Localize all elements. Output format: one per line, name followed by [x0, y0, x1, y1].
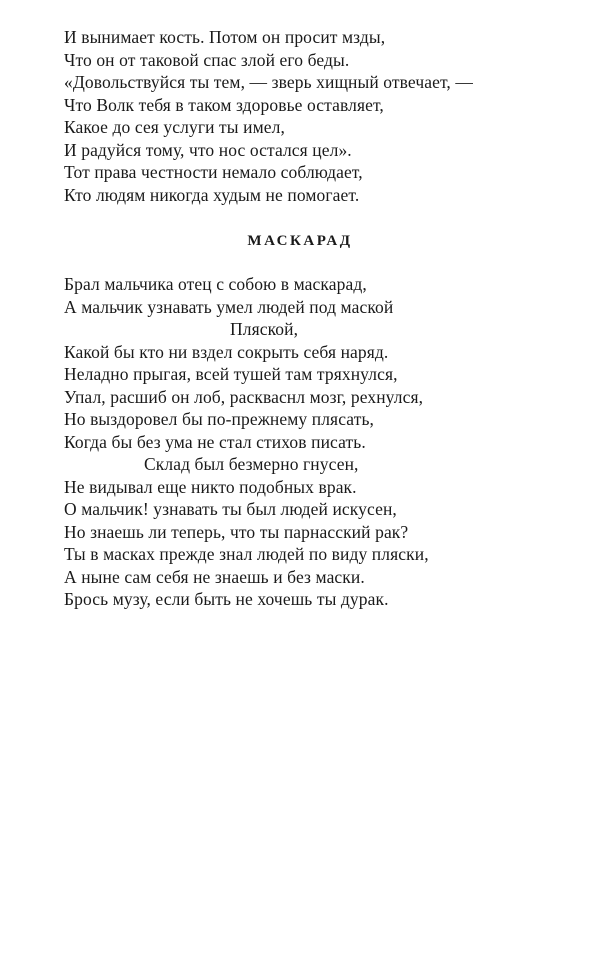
poem-line: Упал, расшиб он лоб, раскваснл мозг, рехнулся,: [64, 386, 424, 407]
poem-line: А ныне сам себя не знаешь и без маски.: [64, 566, 365, 587]
masquerade-poem: [64, 273, 564, 611]
poem-line: О мальчик! узнавать ты был людей искусен,: [64, 499, 397, 519]
poem-line: Но выздоровел бы по-прежнему плясать,: [64, 409, 375, 429]
poem-line: Что Волк тебя в таком здоровье оставляет,: [64, 94, 384, 115]
poem-line-indented: Склад был безмерно гнусен,: [144, 454, 359, 474]
poem-line: Брал мальчика отец с собою в маскарад,: [64, 274, 367, 294]
poem-line: Какое до сея услуги ты имел,: [64, 117, 285, 137]
poem-line: А мальчик узнавать умел людей под маской: [64, 296, 394, 317]
poem-title: МАСКАРАД: [247, 233, 353, 249]
poem-line: Ты в масках прежде знал людей по виду пляски,: [64, 544, 429, 564]
poem-line: Не видывал еще никто подобных врак.: [64, 476, 357, 497]
poem-line-indented: Пляской,: [230, 319, 299, 339]
poem-line: Кто людям никогда худым не помогает.: [64, 184, 360, 205]
poem-line: Неладно прыгая, всей тушей там тряхнулся,: [64, 364, 398, 384]
poem-line: И вынимает кость. Потом он просит мзды,: [64, 27, 386, 47]
poem-line: Но знаешь ли теперь, что ты парнасский рак?: [64, 521, 409, 542]
poem-line: Тот права честности немало соблюдает,: [64, 162, 363, 182]
fable-ending-stanza: [64, 26, 564, 206]
poem-line: Когда бы без ума не стал стихов писать.: [64, 431, 366, 452]
poem-line: И радуйся тому, что нос остался цел».: [64, 139, 352, 160]
poem-line: Какой бы кто ни вздел сокрыть себя наряд.: [64, 341, 389, 362]
poem-line: Брось музу, если быть не хочешь ты дурак.: [64, 589, 389, 609]
poem-line: Что он от таковой спас злой его беды.: [64, 49, 350, 70]
poem-line: «Довольствуйся ты тем, — зверь хищный отвечает, —: [64, 72, 473, 92]
